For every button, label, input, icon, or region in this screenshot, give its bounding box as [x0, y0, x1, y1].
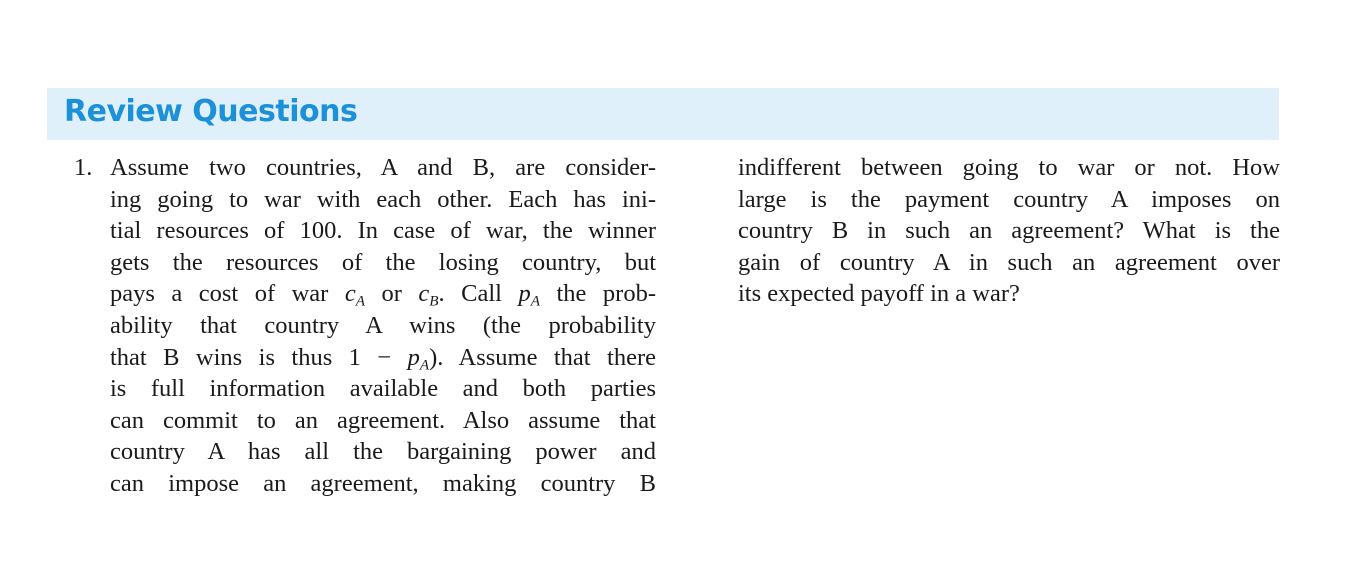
section-header [47, 88, 1279, 140]
question-line: that B wins is thus $1 - p_A$). Assume that there [110, 343, 656, 374]
question-line: can impose an agreement, making country B [110, 469, 656, 497]
math-variable: $c_B$ [418, 280, 439, 310]
section-title: Review Questions [64, 94, 358, 129]
question-line: its expected payoff in a war? [738, 280, 1020, 308]
question-line: large is the payment country A imposes on [738, 185, 1280, 213]
question-line: indifferent between going to war or not. How [738, 154, 1280, 181]
question-line: country A has all the bargaining power and [110, 438, 656, 466]
math-variable: $p_A$ [518, 280, 540, 310]
question-line: is full information available and both parties [110, 375, 656, 403]
question-lines-right [738, 152, 1280, 310]
question-line: pays a cost of war $c_A$ or $c_B$. Call $p_A$ the prob- [110, 280, 656, 310]
question-text-right-column [738, 152, 1280, 310]
question-line: Assume two countries, A and B, are consider- [110, 154, 656, 181]
question-lines-left [74, 152, 656, 500]
question-line: can commit to an agreement. Also assume that [110, 406, 656, 434]
question-number: 1. [74, 154, 93, 181]
question-line: ability that country A wins (the probability [110, 311, 656, 339]
question-line: gets the resources of the losing country, but [110, 248, 656, 276]
question-line: tial resources of 100. In case of war, the winner [110, 217, 656, 245]
question-line: country B in such an agreement? What is the [738, 217, 1280, 245]
question-line: ing going to war with each other. Each has ini- [110, 185, 656, 213]
math-variable: $c_A$ [344, 280, 365, 310]
math-variable: $p_A$ [407, 343, 430, 374]
question-text-left-column [74, 152, 656, 500]
question-line: gain of country A in such an agreement over [738, 248, 1280, 276]
